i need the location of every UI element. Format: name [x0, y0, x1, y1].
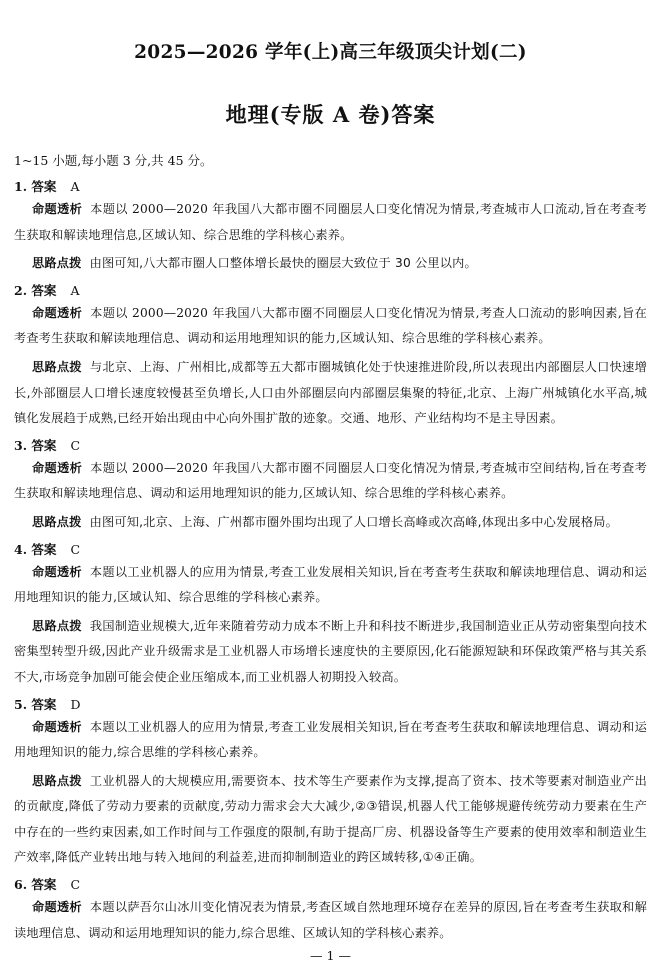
question-number: 6. [14, 877, 28, 893]
tip-text: 由图可知,八大都市圈人口整体增长最快的圈层大致位于 30 公里以内。 [89, 256, 477, 271]
tip-text: 我国制造业规模大,近年来随着劳动力成本不断上升和科技不断进步,我国制造业正从劳动密集型向技术密集型转型升级,因此产业升级需求是工业机器人市场增长速度快的主要原因,化石能源短缺和环保政策严格与其关系不大,市场竞争加剧可能会使企业压缩成本,而工业机器人初期投入较高。 [14, 618, 647, 684]
question-block [14, 176, 647, 277]
question-block [14, 694, 647, 872]
analysis-text: 本题以工业机器人的应用为情景,考查工业发展相关知识,旨在考查考生获取和解读地理信息、调动和运用地理知识的能力,综合思维的学科核心素养。 [14, 719, 647, 760]
question-number: 5. [14, 696, 28, 712]
question-number: 3. [14, 437, 28, 453]
answer-label: 答案 [31, 179, 57, 194]
tip-paragraph [14, 510, 647, 536]
scoring-intro: 1~15 小题,每小题 3 分,共 45 分。 [14, 153, 213, 168]
tip-label: 思路点拨 [32, 514, 82, 529]
answer-subtitle: 地理(专版 A 卷)答案 [225, 102, 436, 127]
question-answer-line [14, 435, 647, 456]
question-list [14, 176, 647, 949]
tip-text: 工业机器人的大规模应用,需要资本、技术等生产要素作为支撑,提高了资本、技术等要素对制造业产出的贡献度,降低了劳动力要素的贡献度,劳动力需求会大大减少,②③错误,机器人代工能够规避传统劳动力要素在生产中存在的一些约束因素,如工作时间与工作强度的限制,有助于提高厂房、机器设备等生产要素的使用效率和制造业生产效率,降低产业转出地与转入地间的利益差,进而抑制制造业的跨区域转移,①④正确。 [14, 773, 647, 865]
page-number: — 1 — [310, 948, 351, 963]
tip-label: 思路点拨 [32, 359, 82, 374]
question-number: 1. [14, 179, 28, 194]
question-number: 2. [14, 282, 28, 298]
analysis-label: 命题透析 [32, 719, 82, 734]
answer-choice: C [70, 541, 81, 557]
tip-paragraph [14, 251, 647, 277]
analysis-text: 本题以工业机器人的应用为情景,考查工业发展相关知识,旨在考查考生获取和解读地理信息、调动和运用地理知识的能力,区域认知、综合思维的学科核心素养。 [14, 564, 647, 605]
question-block [14, 874, 647, 946]
analysis-label: 命题透析 [32, 202, 83, 216]
question-number: 4. [14, 541, 28, 557]
analysis-paragraph [14, 301, 647, 352]
question-block [14, 539, 647, 691]
answer-label: 答案 [31, 696, 57, 712]
tip-paragraph [14, 769, 647, 871]
question-block [14, 435, 647, 536]
analysis-label: 命题透析 [32, 305, 83, 320]
answer-choice: A [70, 282, 80, 298]
analysis-text: 本题以 2000—2020 年我国八大都市圈不同圈层人口变化情况为情景,考查城市人口流动,旨在考查考生获取和解读地理信息,区域认知、综合思维的学科核心素养。 [14, 202, 647, 242]
answer-label: 答案 [31, 877, 57, 893]
question-answer-line [14, 874, 647, 895]
analysis-label: 命题透析 [32, 564, 82, 579]
answer-choice: C [70, 437, 81, 453]
exam-title: 2025—2026 学年(上)高三年级顶尖计划(二) [134, 42, 527, 63]
analysis-paragraph [14, 456, 647, 507]
analysis-text: 本题以萨吾尔山冰川变化情况表为情景,考查区域自然地理环境存在差异的原因,旨在考查考生获取和解读地理信息、调动和运用地理知识的能力,综合思维、区域认知的学科核心素养。 [14, 900, 647, 940]
tip-paragraph [14, 614, 647, 691]
answer-choice: A [70, 179, 80, 194]
analysis-paragraph [14, 895, 647, 946]
tip-label: 思路点拨 [32, 256, 82, 271]
tip-paragraph [14, 355, 647, 432]
analysis-text: 本题以 2000—2020 年我国八大都市圈不同圈层人口变化情况为情景,考查城市空间结构,旨在考查考生获取和解读地理信息、调动和运用地理知识的能力,区域认知、综合思维的学科核心素养。 [14, 460, 647, 501]
analysis-paragraph [14, 560, 647, 611]
analysis-text: 本题以 2000—2020 年我国八大都市圈不同圈层人口变化情况为情景,考查人口流动的影响因素,旨在考查考生获取和解读地理信息、调动和运用地理知识的能力,区域认知、综合思维的学科核心素养。 [14, 305, 647, 346]
question-block [14, 280, 647, 432]
question-answer-line [14, 694, 647, 715]
tip-text: 由图可知,北京、上海、广州都市圈外围均出现了人口增长高峰或次高峰,体现出多中心发展格局。 [89, 514, 618, 529]
tip-label: 思路点拨 [32, 773, 82, 788]
analysis-paragraph [14, 197, 647, 248]
answer-choice: C [70, 877, 81, 893]
analysis-paragraph [14, 715, 647, 766]
question-answer-line [14, 539, 647, 560]
tip-label: 思路点拨 [32, 618, 82, 633]
answer-choice: D [70, 696, 81, 712]
question-answer-line [14, 176, 647, 197]
tip-text: 与北京、上海、广州相比,成都等五大都市圈城镇化处于快速推进阶段,所以表现出内部圈层人口快速增长,外部圈层人口增长速度较慢甚至负增长,人口由外部圈层向内部圈层集聚的特征,北京、上海广州城镇化水平高,城镇化发展趋于成熟,已经开始出现由中心向外围扩散的迹象。交通、地形、产业结构均不是主导因素。 [14, 359, 647, 426]
answer-label: 答案 [31, 282, 57, 298]
answer-label: 答案 [31, 541, 57, 557]
analysis-label: 命题透析 [32, 900, 82, 915]
answer-label: 答案 [31, 437, 57, 453]
analysis-label: 命题透析 [32, 460, 83, 475]
question-answer-line [14, 280, 647, 301]
